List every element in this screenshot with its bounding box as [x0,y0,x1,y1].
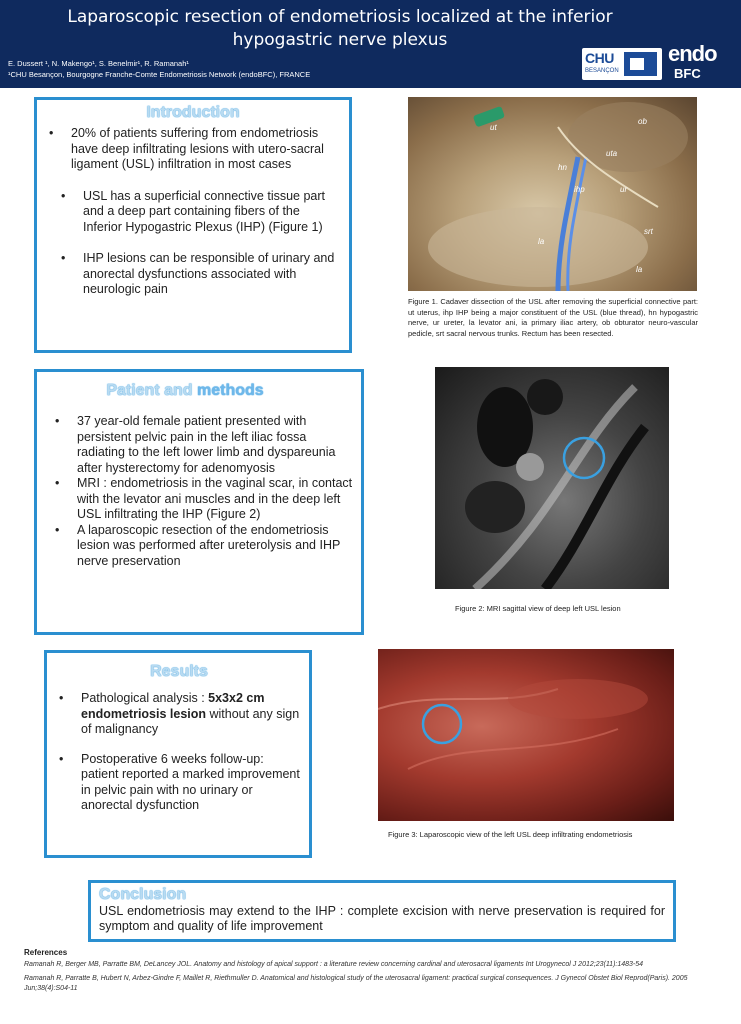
figure-2-drawing [435,367,669,589]
figure-1-drawing [408,97,697,291]
list-item: • MRI : endometriosis in the vaginal scar, in contact with the levator ani muscles and in the deep left USL infiltrating the IHP (Figure 2) [77,476,353,523]
results-list [81,691,301,814]
methods-list [77,414,353,569]
introduction-heading: Introduction [146,104,240,121]
conclusion-box [88,880,676,942]
label-ob: ob [638,117,647,126]
label-uta: uta [606,149,618,158]
label-ihp: ihp [574,185,585,194]
label-la: la [538,237,545,246]
list-item: • USL has a superficial connective tissue part and a deep part containing fibers of the Inferior Hypogastric Plexus (IHP) (Figure 1) [83,189,337,236]
reference-1: Ramanah R, Berger MB, Parratte BM, DeLancey JOL. Anatomy and histology of apical support : a literature review concerning cardinal and uterosacral ligaments Int Urogynecol J 2012;23(11):1483-54 [24,961,644,968]
figure-1-image [408,97,697,291]
references: References Ramanah R, Berger MB, Parratte BM, DeLancey JOL. Anatomy and histology of apical support : a literature review concerning cardinal and uterosacral ligaments Int Urogynecol J 2012;23(11):1483-54 Ramanah R, Parratte B, Hubert N, Arbez-Gindre F, Maillet R, Riethmuller D. Anatomical and histological study of the uterosacral ligament: practical surgical consequences. J Gynecol Obstet Biol Reprod(Paris). 2005 Jun;38(4):S04-11 [24,948,734,994]
conclusion-text: USL endometriosis may extend to the IHP : complete excision with nerve preservation is required for symptom and quality of life improvement [99,904,665,933]
endobfc-logo: endo BFC [668,41,717,81]
methods-heading: Patient and methods [106,382,264,399]
label-hn: hn [558,163,567,172]
chu-logo: CHU BESANÇON [582,48,662,80]
lesion-circle-icon [423,705,461,743]
list-item: • A laparoscopic resection of the endometriosis lesion was performed after ureterolysis and IHP nerve preservation [77,523,353,570]
list-item: • 37 year-old female patient presented with persistent pelvic pain in the left iliac fossa radiating to the left lower limb and dyspareunia after hysterectomy for adenomyosis [77,414,353,476]
figure-3-image [378,649,674,821]
reference-2: Ramanah R, Parratte B, Hubert N, Arbez-Gindre F, Maillet R, Riethmuller D. Anatomical and histological study of the uterosacral ligament: practical surgical consequences. J Gynecol Obstet Biol Reprod(Paris). 2005 Jun;38(4):S04-11 [24,975,688,992]
list-item: • Postoperative 6 weeks follow-up: patient reported a marked improvement in pelvic pain with no urinary or anorectal dysfunction [81,752,301,814]
figure-1-caption: Figure 1. Cadaver dissection of the USL after removing the superficial connective part: ut uterus, ihp IHP being a major constituent of the USL (blue thread), hn hypogastric nerve, ur ureter, la levator ani, ia primary iliac artery, ob obturator neuro-vascular pedicle, srt sacral nervous trunks. Rectum has been resected. [408,297,698,338]
figure-2-caption: Figure 2: MRI sagittal view of deep left USL lesion [455,604,621,613]
results-heading: Results [150,663,208,680]
label-srt: srt [644,227,653,236]
figure-2-image [435,367,669,589]
label-ut: ut [490,123,497,132]
authors: E. Dussert ¹, N. Makengo¹, S. Benelmir¹, R. Ramanah¹ ¹CHU Besançon, Bourgogne Franche-Comte Endometriosis Network (endoBFC), FRANCE [8,59,311,79]
poster-header [0,0,741,88]
label-ur: ur [620,185,628,194]
introduction-list [71,126,337,298]
results-box [44,650,312,858]
poster-title: Laparoscopic resection of endometriosis localized at the inferior hypogastric nerve plexus [67,7,613,50]
label-la: la [636,265,643,274]
list-item: • Pathological analysis : 5x3x2 cm endometriosis lesion without any sign of malignancy [81,691,301,738]
list-item: • 20% of patients suffering from endometriosis have deep infiltrating lesions with utero-sacral ligament (USL) infiltration in most cases [71,126,337,173]
list-item: • IHP lesions can be responsible of urinary and anorectal dysfunctions associated with neurologic pain [83,251,337,298]
figure-3-caption: Figure 3: Laparoscopic view of the left USL deep infiltrating endometriosis [388,830,633,839]
conclusion-heading: Conclusion [99,886,187,903]
figure-3-drawing [378,649,674,821]
chu-mark-icon [624,52,657,76]
methods-box [34,369,364,635]
introduction-box [34,97,352,353]
